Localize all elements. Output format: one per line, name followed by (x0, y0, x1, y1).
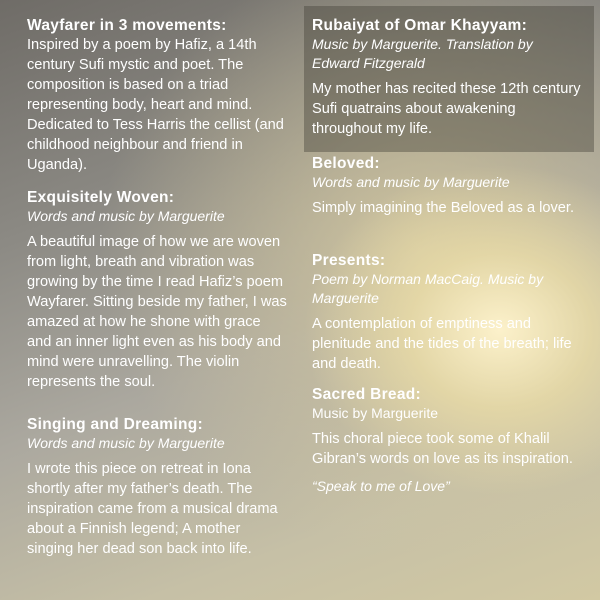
section-credit: Music by Marguerite. Translation by Edward Fitzgerald (312, 36, 533, 71)
section-body: A contemplation of emptiness and plenitude and the tides of the breath; life and death. (312, 316, 572, 372)
section-body: Inspired by a poem by Hafiz, a 14th century Sufi mystic and poet. The composition is based on a triad representing body, heart and mind. Dedicated to Tess Harris the cellist (and childhood neighbour and friend in Uganda). (27, 37, 284, 173)
section-body: This choral piece took some of Khalil Gibran’s words on love as its inspiration. (312, 431, 573, 467)
section-credit: Poem by Norman MacCaig. Music by Marguerite (312, 271, 544, 306)
section-wayfarer (27, 16, 289, 175)
section-beloved (312, 154, 584, 218)
section-presents (312, 251, 584, 374)
section-credit: Words and music by Marguerite (27, 435, 225, 451)
section-title: Sacred Bread: (312, 386, 422, 403)
section-body: I wrote this piece on retreat in Iona shortly after my father’s death. The inspiration came from a musical drama about a Finnish legend; A mother singing her dead son back into life. (27, 461, 278, 557)
section-title: Wayfarer in 3 movements: (27, 17, 227, 34)
section-body: A beautiful image of how we are woven from light, breath and vibration was growing by the time I read Hafiz’s poem Wayfarer. Sitting beside my father, I was amazed at how he shone with grace and an inner light even as his body and mind were unravelling. The violin represents the soul. (27, 234, 287, 390)
section-body: Simply imagining the Beloved as a lover. (312, 200, 575, 216)
section-title: Exquisitely Woven: (27, 189, 175, 206)
section-title: Rubaiyat of Omar Khayyam: (312, 17, 528, 34)
section-rubaiyat (312, 16, 584, 139)
section-body: My mother has recited these 12th century Sufi quatrains about awakening throughout my life. (312, 81, 581, 137)
section-title: Beloved: (312, 155, 380, 172)
section-exquisitely-woven (27, 188, 289, 392)
section-credit: Music by Marguerite (312, 405, 439, 421)
section-title: Singing and Dreaming: (27, 416, 203, 433)
section-credit: Words and music by Marguerite (27, 208, 225, 224)
section-sacred-bread (312, 385, 584, 496)
section-credit: Words and music by Marguerite (312, 174, 510, 190)
section-singing-and-dreaming (27, 415, 289, 559)
section-title: Presents: (312, 252, 386, 269)
section-quote: “Speak to me of Love” (312, 478, 450, 494)
